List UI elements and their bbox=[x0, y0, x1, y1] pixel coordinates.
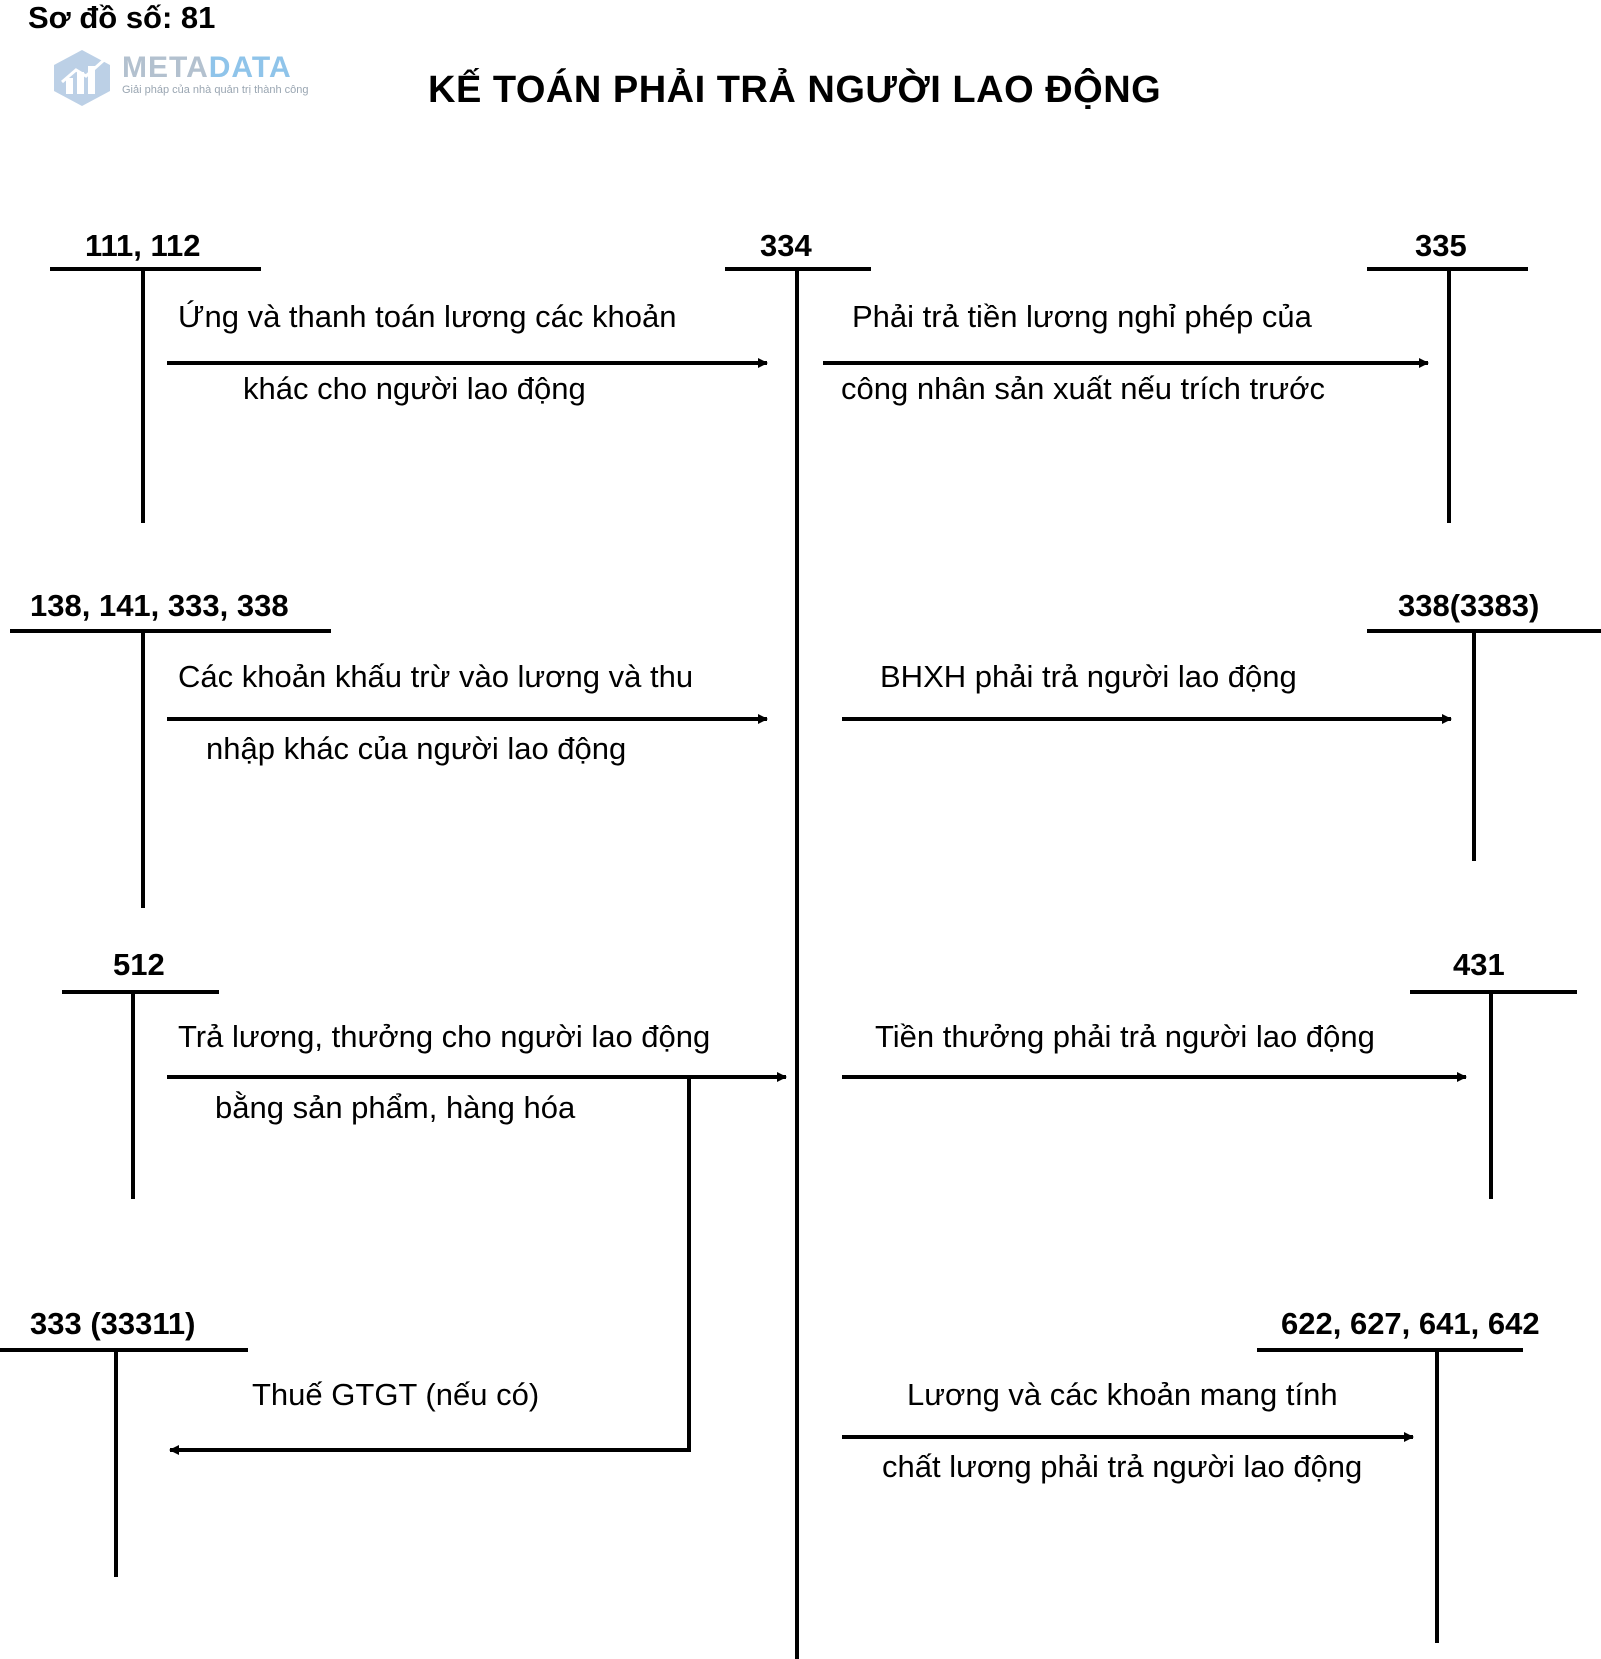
logo-brand-part2: DATA bbox=[208, 51, 292, 84]
entry-3-line-2: nhập khác của người lao động bbox=[206, 731, 627, 766]
entry-1-line-1: Ứng và thanh toán lương các khoản bbox=[178, 299, 677, 334]
entry-3-line-1: Các khoản khấu trừ vào lương và thu bbox=[178, 659, 694, 694]
entry-8-line-1: Lương và các khoản mang tính bbox=[907, 1377, 1338, 1412]
diagram-number: Sơ đồ số: 81 bbox=[28, 0, 216, 35]
account-label-111-112: 111, 112 bbox=[85, 228, 201, 263]
account-label-335: 335 bbox=[1415, 228, 1467, 263]
account-label-333-33311: 333 (33311) bbox=[30, 1306, 196, 1341]
account-label-431: 431 bbox=[1453, 947, 1505, 982]
entry-2-line-2: công nhân sản xuất nếu trích trước bbox=[841, 371, 1325, 406]
entry-8-line-2: chất lương phải trả người lao động bbox=[882, 1449, 1363, 1484]
logo-brand-part1: META bbox=[122, 51, 209, 84]
entry-6-line-1: Tiền thưởng phải trả người lao động bbox=[875, 1019, 1375, 1054]
entry-2-line-1: Phải trả tiền lương nghỉ phép của bbox=[852, 299, 1312, 334]
entry-7-line-1: Thuế GTGT (nếu có) bbox=[252, 1377, 540, 1412]
entry-5-line-1: Trả lương, thưởng cho người lao động bbox=[178, 1019, 711, 1054]
account-label-512: 512 bbox=[113, 947, 165, 982]
account-label-622-627-641-642: 622, 627, 641, 642 bbox=[1281, 1306, 1540, 1341]
account-label-334: 334 bbox=[760, 228, 812, 263]
page-title: KẾ TOÁN PHẢI TRẢ NGƯỜI LAO ĐỘNG bbox=[428, 69, 1162, 111]
account-label-138-141-333-338: 138, 141, 333, 338 bbox=[30, 588, 289, 623]
entry-5-line-2: bằng sản phẩm, hàng hóa bbox=[215, 1090, 576, 1125]
account-label-338-3383: 338(3383) bbox=[1398, 588, 1540, 623]
logo-tagline: Giải pháp của nhà quản trị thành công bbox=[122, 84, 309, 96]
entry-1-line-2: khác cho người lao động bbox=[243, 371, 586, 406]
entry-4-line-1: BHXH phải trả người lao động bbox=[880, 659, 1297, 694]
